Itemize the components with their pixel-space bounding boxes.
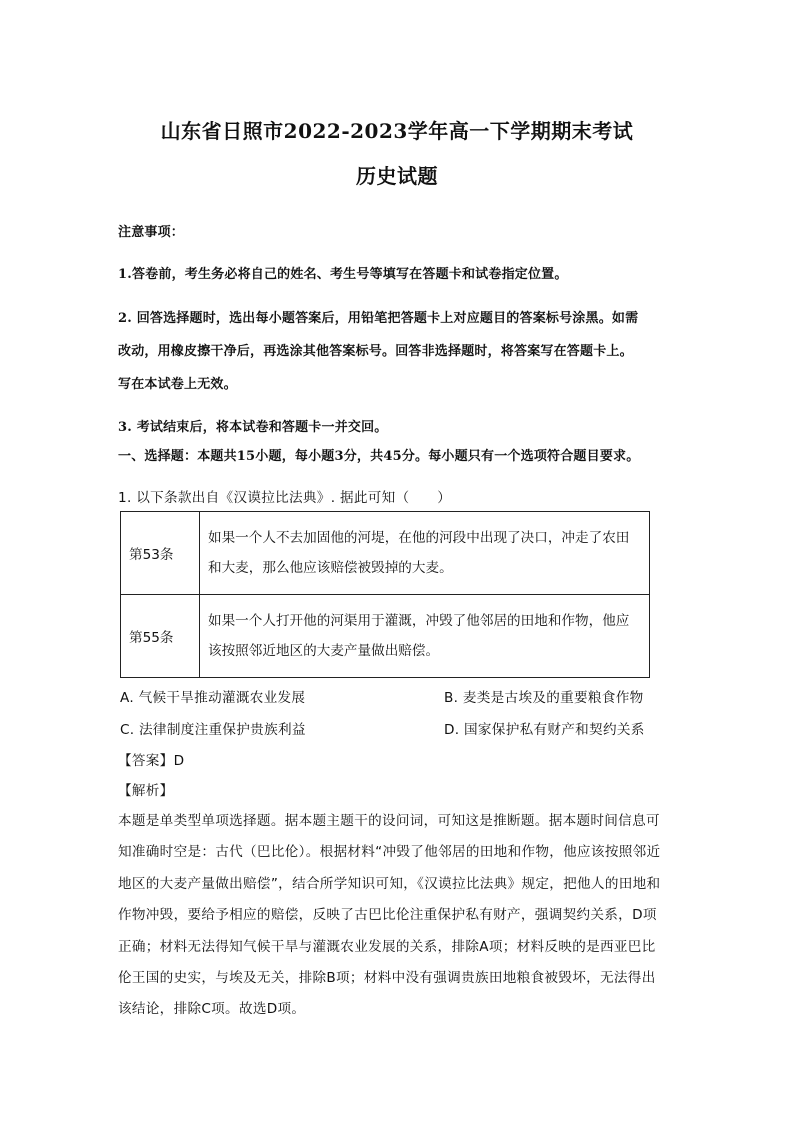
table-row xyxy=(121,512,650,595)
analysis-line: 知准确时空是：古代（巴比伦）。根据材料“冲毁了他邻居的田地和作物，他应该按照邻近 xyxy=(118,844,661,860)
notes-item-2-line-2: 改动，用橡皮擦干净后，再选涂其他答案标号。回答非选择题时，将答案写在答题卡上。 xyxy=(118,344,633,359)
notes-item-1: 1.答卷前，考生务必将自己的姓名、考生号等填写在答题卡和试卷指定位置。 xyxy=(118,267,568,282)
analysis-line: 伦王国的史实，与埃及无关，排除B项；材料中没有强调贵族田地粮食被毁坏，无法得出 xyxy=(118,970,656,986)
notes-heading: 注意事项： xyxy=(118,225,185,240)
article-content: 如果一个人不去加固他的河堤，在他的河段中出现了决口，冲走了农田和大麦，那么他应该赔偿被毁掉的大麦。 xyxy=(200,512,650,595)
article-content: 如果一个人打开他的河渠用于灌溉，冲毁了他邻居的田地和作物，他应该按照邻近地区的大麦产量做出赔偿。 xyxy=(200,595,650,678)
option-a: A. 气候干旱推动灌溉农业发展 xyxy=(120,690,306,706)
analysis-line: 作物冲毁，要给予相应的赔偿，反映了古巴比伦注重保护私有财产，强调契约关系，D项 xyxy=(118,907,657,923)
exam-subtitle: 历史试题 xyxy=(356,164,438,188)
option-d: D. 国家保护私有财产和契约关系 xyxy=(444,722,645,738)
answer-label: 【答案】D xyxy=(118,753,185,769)
notes-item-2-line-1: 2. 回答选择题时，选出每小题答案后，用铅笔把答题卡上对应题目的答案标号涂黑。如需 xyxy=(118,311,639,326)
exam-title: 山东省日照市2022-2023学年高一下学期期末考试 xyxy=(160,119,634,143)
analysis-line: 该结论，排除C项。故选D项。 xyxy=(118,1001,306,1017)
table-row xyxy=(121,595,650,678)
analysis-heading: 【解析】 xyxy=(118,783,174,799)
section-1-heading: 一、选择题：本题共15小题，每小题3分，共45分。每小题只有一个选项符合题目要求。 xyxy=(118,449,640,464)
option-c: C. 法律制度注重保护贵族利益 xyxy=(120,722,306,738)
notes-item-3: 3. 考试结束后，将本试卷和答题卡一并交回。 xyxy=(118,420,388,435)
law-articles-table xyxy=(120,511,650,678)
analysis-line: 正确；材料无法得知气候干旱与灌溉农业发展的关系，排除A项；材料反映的是西亚巴比 xyxy=(118,939,656,955)
notes-item-2-line-3: 写在本试卷上无效。 xyxy=(118,377,237,392)
analysis-line: 本题是单类型单项选择题。据本题主题干的设问词，可知这是推断题。据本题时间信息可 xyxy=(118,813,660,829)
article-label: 第55条 xyxy=(121,595,200,678)
article-label: 第53条 xyxy=(121,512,200,595)
question-1-stem: 1. 以下条款出自《汉谟拉比法典》. 据此可知（ ） xyxy=(118,490,452,506)
analysis-line: 地区的大麦产量做出赔偿”，结合所学知识可知，《汉谟拉比法典》规定，把他人的田地和 xyxy=(118,876,661,892)
option-b: B. 麦类是古埃及的重要粮食作物 xyxy=(444,690,644,706)
